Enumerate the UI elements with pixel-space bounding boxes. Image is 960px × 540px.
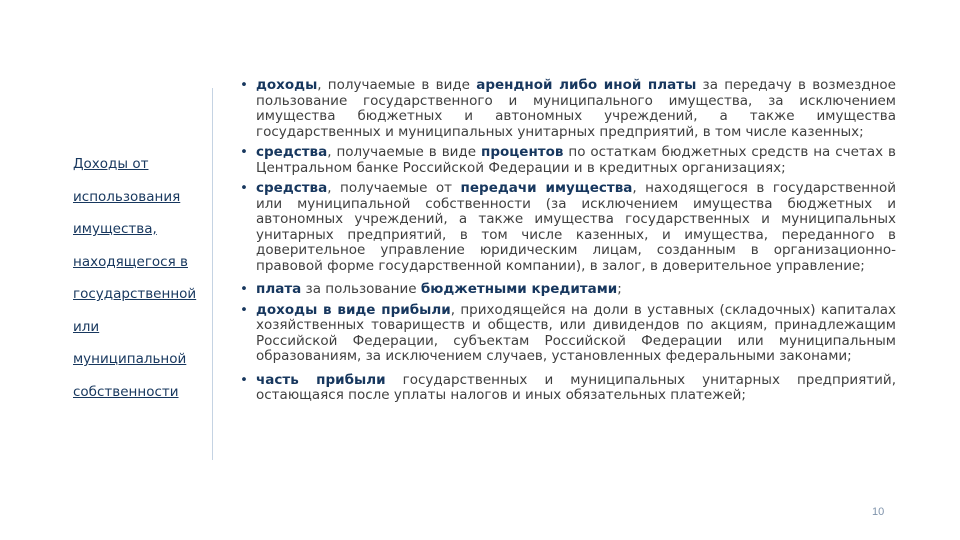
section-title	[73, 148, 213, 408]
list-item-profit-dividends	[240, 303, 896, 365]
item-text: государственных и муниципальных унитарных предприятий, остающаяся после уплаты налогов и иных обязательных платежей;	[256, 371, 896, 403]
item-text: , получаемые в виде	[317, 77, 477, 93]
bullet-icon: •	[240, 77, 248, 93]
section-title-line: государственной	[73, 286, 197, 302]
section-title-line: использования	[73, 188, 181, 205]
item-highlight: арендной либо иной платы	[476, 77, 697, 93]
bullet-icon: •	[240, 301, 248, 318]
section-title-line: или	[73, 318, 100, 335]
item-highlight: плата	[256, 281, 302, 297]
bullet-icon: •	[240, 281, 248, 297]
section-title-line: имущества,	[73, 221, 157, 237]
item-highlight: доходы в виде прибыли	[256, 301, 451, 318]
bullet-icon: •	[240, 180, 248, 196]
item-text: ;	[617, 281, 622, 297]
item-highlight: процентов	[481, 144, 564, 160]
list-item-profit-share	[240, 373, 896, 404]
item-text: за передачу в возмездное пользование государственного и муниципального имущества, за исключением имущества бюджетных и автономных учреждений, а также имущества государственных и муниципальных унитарных предприятий, в том числе казенных;	[256, 77, 896, 140]
page-number: 10	[872, 506, 885, 518]
bullet-icon: •	[240, 144, 248, 160]
vertical-divider	[212, 88, 213, 460]
bullet-icon: •	[240, 371, 248, 388]
item-text: , получаемые от	[327, 180, 461, 196]
section-title-line: собственности	[73, 383, 179, 400]
section-title-line: Доходы от	[73, 156, 149, 172]
item-text: , приходящейся на доли в уставных (складочных) капиталах хозяйственных товариществ и обществ, или дивидендов по акциям, принадлежащим Российской Федерации, субъектам Российской Федерации или муниципальным образованиям, за исключением случаев, установленных федеральными законами;	[256, 301, 897, 364]
item-text: , находящегося в государственной или муниципальной собственности (за исключением имущества бюджетных и автономных учреждений, а также имущества государственных и муниципальных унитарных предприятий, в том числе казенных, и имущества, переданного в доверительное управление юридическим лицам, созданным в организационно-правовой форме государственной компании), в залог, в доверительное управление;	[256, 180, 896, 274]
item-text: , получаемые в виде	[327, 144, 482, 160]
item-text: за пользование	[301, 281, 421, 297]
income-list	[240, 78, 896, 409]
item-highlight: средства	[256, 144, 328, 160]
item-highlight: доходы	[256, 77, 318, 93]
list-item-budget-credits	[240, 282, 896, 298]
list-item-rent-income	[240, 78, 896, 140]
section-title-line: находящегося в	[73, 253, 188, 270]
item-highlight: средства	[256, 180, 328, 196]
section-title-line: муниципальной	[73, 351, 187, 367]
item-highlight: часть прибыли	[256, 371, 386, 388]
list-item-interest	[240, 145, 896, 176]
item-text: по остаткам бюджетных средств на счетах в Центральном банке Российской Федерации и в кредитных организациях;	[256, 144, 896, 176]
item-highlight: передачи имущества	[460, 180, 633, 196]
list-item-pledge	[240, 181, 896, 274]
item-highlight: бюджетными кредитами	[420, 281, 618, 297]
